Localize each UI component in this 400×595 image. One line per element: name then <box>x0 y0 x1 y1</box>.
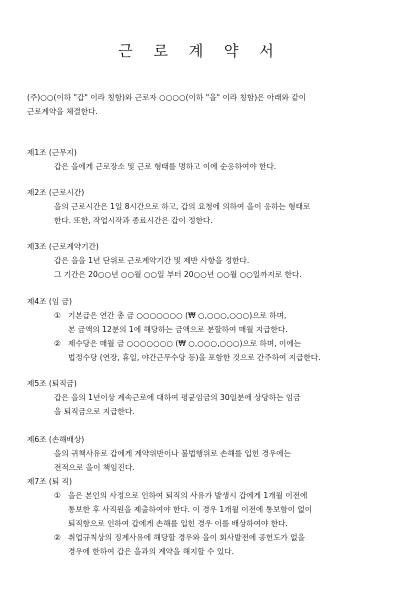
article-line: 갑은 을에게 근로장소 및 근로 형태를 명하고 이에 순응하여야 한다. <box>54 162 277 171</box>
item-line: 제수당은 매월 금 ○○○○○○○ (₩ ○,○○○,○○○)으로 하며, 이에는 <box>68 339 302 348</box>
intro-line: (주)○○(이하 "갑" 이라 칭함)와 근로자 ○○○○(이하 "을" 이라 칭함)은 아래와 같이 <box>27 93 307 102</box>
article-3 <box>27 240 382 282</box>
article-heading: 제7조 (퇴 직) <box>27 477 72 486</box>
item-number: ② <box>54 339 61 348</box>
article-item <box>27 489 382 503</box>
item-number: ① <box>54 491 61 500</box>
article-heading: 제6조 (손해배상) <box>27 435 85 444</box>
item-line: 본 금액의 12분의 1에 해당하는 금액으로 분할하여 매월 지급한다. <box>68 325 288 334</box>
article-item <box>27 531 382 545</box>
article-item <box>27 309 382 323</box>
item-number: ② <box>54 533 61 542</box>
item-line: 기본급은 연간 총 금 ○○○○○○○ (₩ ○,○○○,○○○)으로 하며, <box>68 311 287 320</box>
article-line: 전적으로 을이 책임진다. <box>54 463 135 472</box>
article-heading: 제4조 (임 금) <box>27 297 72 306</box>
item-line: 퇴직함으로 인하여 갑에게 손해를 입힌 경우 이를 배상하여야 한다. <box>68 519 288 528</box>
article-item <box>27 337 382 351</box>
item-line: 을은 본인의 사정으로 인하여 퇴직의 사유가 발생시 갑에게 1개월 이전에 <box>68 491 308 500</box>
article-heading: 제1조 (근무지) <box>27 148 77 157</box>
article-6 <box>27 433 382 475</box>
article-line: 을 퇴직금으로 지급한다. <box>54 407 135 416</box>
article-line: 갑은 을을 1년 단위로 근로계약기간 및 제반 사항을 정한다. <box>54 256 250 265</box>
article-line: 을의 근로시간은 1일 8시간으로 하고, 갑의 요청에 의하여 을이 응하는 형태로 <box>54 202 311 211</box>
item-line: 경우에 한하여 갑은 을과의 계약을 해지할 수 있다. <box>68 547 235 556</box>
article-line: 을의 귀책사유로 갑에게 계약위반이나 불법행위로 손해를 입힌 경우에는 <box>54 449 291 458</box>
article-1 <box>27 146 382 174</box>
article-heading: 제2조 (근로시간) <box>27 188 85 197</box>
article-line: 갑은 을의 1년이상 계속근로에 대하여 평균임금의 30일분에 상당하는 임금 <box>54 393 301 402</box>
article-heading: 제5조 (퇴직금) <box>27 379 77 388</box>
intro-paragraph <box>27 91 377 119</box>
item-line: 취업규칙상의 징계사유에 해당할 경우와 을이 회사발전에 공헌도가 없을 <box>68 533 305 542</box>
item-line: 통보한 후 사직원을 제출하여야 한다. 이 경우 1개월 이전에 통보함이 없이 <box>68 505 313 514</box>
article-4 <box>27 295 382 365</box>
article-line: 한다. 또한, 작업시작과 종료시간은 갑이 정한다. <box>54 216 213 225</box>
article-5 <box>27 377 382 419</box>
intro-line: 근로계약을 체결한다. <box>27 107 98 116</box>
item-line: 법정수당 (연장, 휴일, 야간근무수당 등)을 포함한 것으로 간주하여 지급한다. <box>68 353 321 362</box>
article-7 <box>27 475 382 559</box>
article-line: 그 기간은 20○○년 ○○월 ○○일 부터 20○○년 ○○월 ○○일까지로 한다. <box>54 270 302 279</box>
document-title: 근 로 계 약 서 <box>118 42 282 60</box>
item-number: ① <box>54 311 61 320</box>
article-heading: 제3조 (근로계약기간) <box>27 242 99 251</box>
article-2 <box>27 186 382 228</box>
